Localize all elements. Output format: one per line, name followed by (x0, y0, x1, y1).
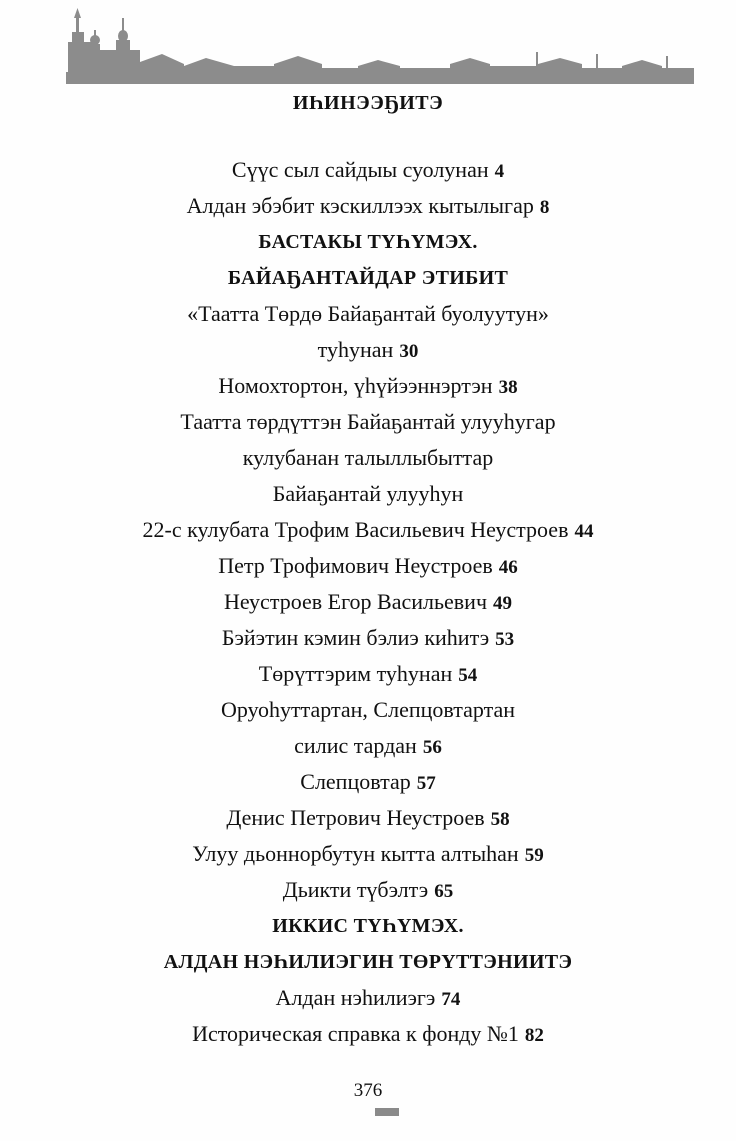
toc-entry (0, 1016, 736, 1052)
toc-page-number: 53 (495, 629, 515, 650)
toc-entry (0, 728, 736, 764)
toc-entry-text: Сүүс сыл сайдыы суолунан (231, 157, 489, 182)
toc-section-heading (0, 908, 736, 944)
toc-page-number: 54 (458, 665, 478, 686)
toc-page-number: 38 (498, 377, 518, 398)
toc-entry-text: Слепцовтар (300, 769, 411, 794)
toc-entry (0, 404, 736, 440)
toc-entry (0, 764, 736, 800)
toc-entry (0, 188, 736, 224)
toc-entry (0, 296, 736, 332)
toc-entry-text: Петр Трофимович Неустроев (218, 553, 493, 578)
toc-entry (0, 692, 736, 728)
toc-entry (0, 440, 736, 476)
toc-entry-text: Бэйэтин кэмин бэлиэ киһитэ (221, 625, 490, 650)
village-skyline-icon (66, 8, 694, 84)
toc-entry-text: Денис Петрович Неустроев (226, 805, 485, 830)
toc-entry-text: БАЙАҔАНТАЙДАР ЭТИБИТ (227, 267, 509, 289)
toc-entry (0, 332, 736, 368)
toc-entry (0, 548, 736, 584)
toc-page-number: 82 (524, 1025, 544, 1046)
toc-entry-text: Алдан эбэбит кэскиллээх кытылыгар (186, 193, 534, 218)
toc-section-heading (0, 944, 736, 980)
toc-entry (0, 368, 736, 404)
toc-entry-text: Таатта төрдүттэн Байаҕантай улууһугар (180, 409, 556, 434)
toc-entry-text: Неустроев Егор Васильевич (223, 589, 488, 614)
toc-entry-text: Улуу дьоннорбутун кытта алтыһан (192, 841, 519, 866)
toc-entry (0, 836, 736, 872)
toc-entry-text: силис тардан (294, 733, 417, 758)
toc-page-number: 56 (422, 737, 442, 758)
toc-entry-text: БАСТАКЫ ТҮҺҮМЭХ. (258, 231, 478, 253)
toc-entry-text: Байаҕантай улууһун (272, 481, 464, 506)
toc-page-number: 44 (574, 521, 594, 542)
toc-entry (0, 584, 736, 620)
toc-page-number: 65 (434, 881, 454, 902)
toc-page-number: 46 (498, 557, 518, 578)
toc-entry-text: кулубанан талыллыбыттар (242, 445, 494, 470)
toc-entry-text: «Таатта Төрдө Байаҕантай буолуутун» (187, 301, 549, 326)
toc-entry-text: ИККИС ТҮҺҮМЭХ. (272, 915, 464, 937)
page-title: ИҺИНЭЭҔИТЭ (292, 92, 444, 114)
toc-entry-text: Оруоһуттартан, Слепцовтартан (220, 697, 516, 722)
toc-entry (0, 620, 736, 656)
toc-entry (0, 800, 736, 836)
page-number: 376 (353, 1080, 383, 1101)
toc-entry-text: туһунан (317, 337, 394, 362)
toc-entry (0, 656, 736, 692)
toc-entry-text: Алдан нэһилиэгэ (275, 985, 436, 1010)
toc-entry (0, 980, 736, 1016)
toc-entry-text: Историческая справка к фонду №1 (192, 1021, 519, 1046)
toc-page-number: 74 (441, 989, 461, 1010)
toc-entry-text: Дьикти түбэлтэ (282, 877, 429, 902)
toc-page-number: 4 (494, 161, 505, 182)
toc-page-number: 57 (416, 773, 436, 794)
toc-section-heading (0, 224, 736, 260)
toc-section-heading (0, 260, 736, 296)
toc-entry (0, 872, 736, 908)
toc-page-number: 8 (539, 197, 550, 218)
toc-entry (0, 512, 736, 548)
table-of-contents (0, 152, 736, 1052)
toc-page-number: 58 (490, 809, 510, 830)
toc-entry-text: 22-с кулубата Трофим Васильевич Неустроев (142, 517, 569, 542)
toc-entry (0, 476, 736, 512)
footer-bar (375, 1108, 399, 1116)
toc-entry-text: Номохтортон, үһүйээннэртэн (218, 373, 493, 398)
toc-page-number: 49 (493, 593, 513, 614)
toc-entry (0, 152, 736, 188)
toc-page-number: 59 (524, 845, 544, 866)
toc-page-number: 30 (399, 341, 419, 362)
toc-entry-text: Төрүттэрим туһунан (258, 661, 453, 686)
toc-entry-text: АЛДАН НЭҺИЛИЭГИН ТӨРҮТТЭНИИТЭ (163, 951, 573, 973)
